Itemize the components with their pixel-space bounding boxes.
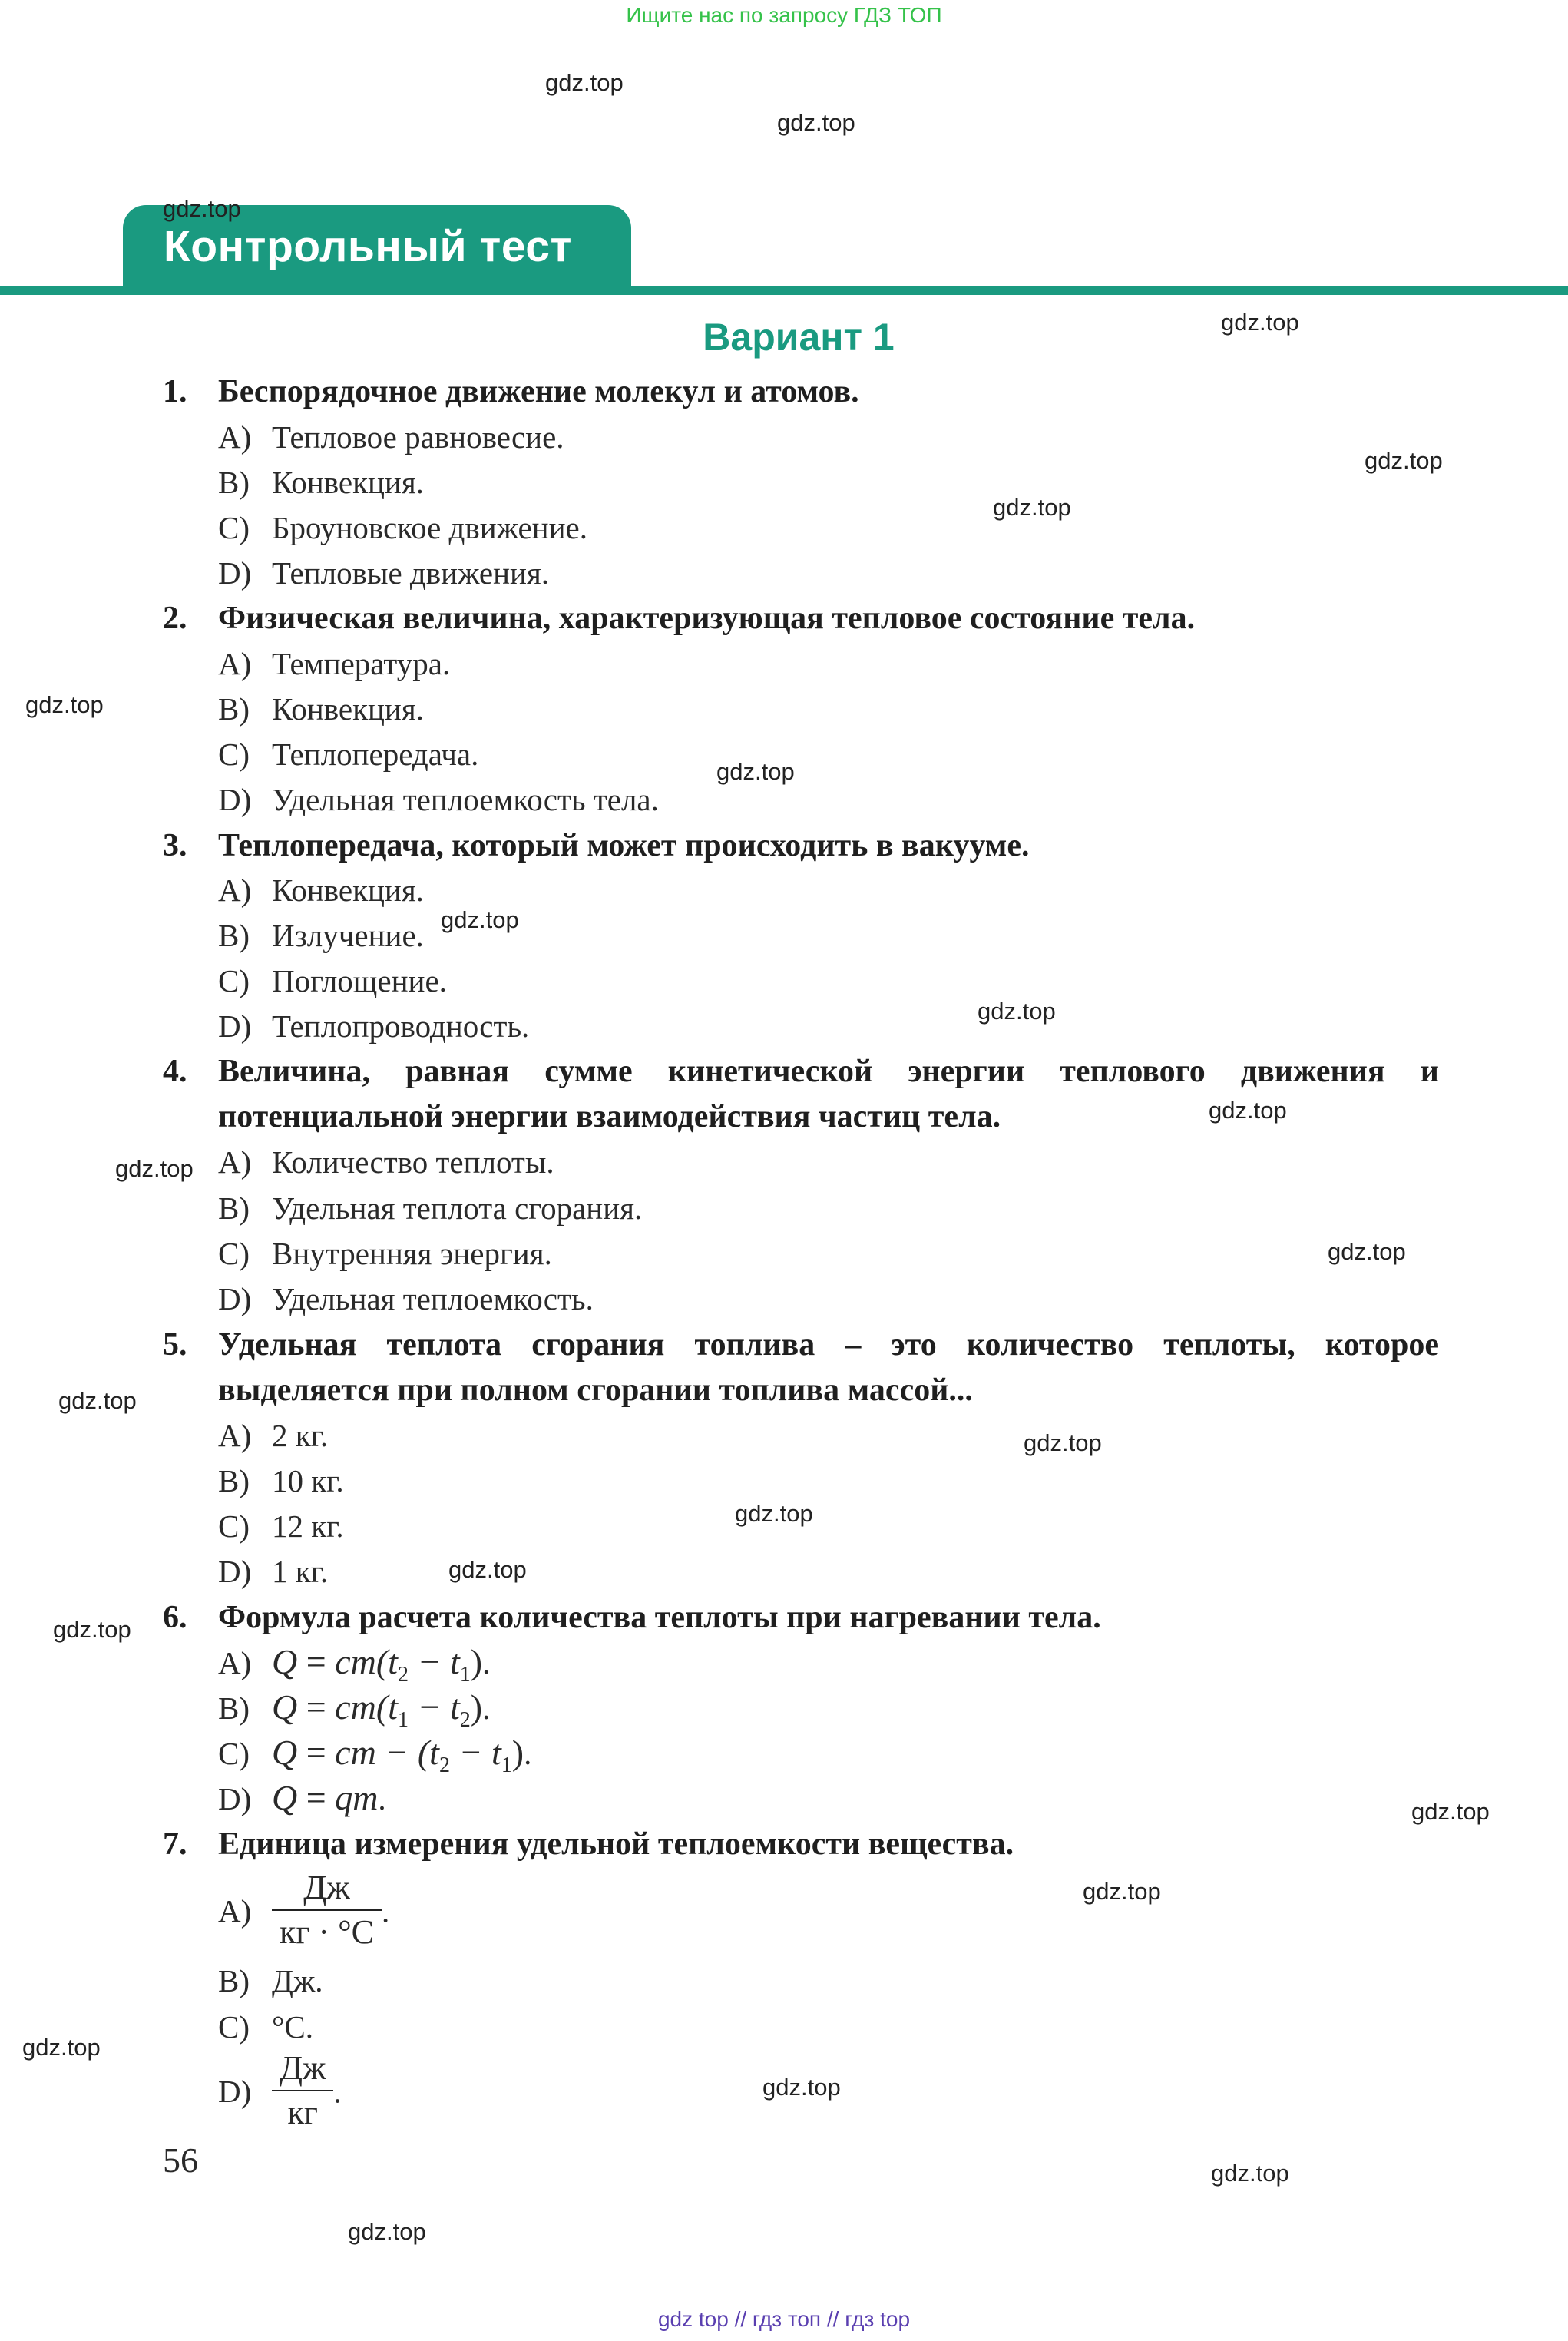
watermark: gdz.top bbox=[1211, 2160, 1289, 2187]
option-4d bbox=[218, 1277, 594, 1320]
question-text: Физическая величина, характеризующая тепловое состояние тела. bbox=[218, 601, 1196, 636]
option-text: Конвекция. bbox=[272, 872, 424, 908]
option-3d bbox=[218, 1005, 529, 1048]
fraction: $\frac{Дж}{кг}$ bbox=[272, 2047, 333, 2134]
option-text: Поглощение. bbox=[272, 963, 447, 998]
watermark: gdz.top bbox=[777, 109, 855, 136]
option-letter: C) bbox=[218, 1236, 250, 1271]
option-text: Теплопередача. bbox=[272, 737, 479, 772]
option-7d: D) $\frac{Дж}{кг}$ . bbox=[218, 2051, 342, 2139]
option-letter: C) bbox=[218, 737, 250, 772]
watermark: gdz.top bbox=[1221, 309, 1299, 336]
option-7a: A) $\frac{Дж}{кг \cdot ^\circ С}$ . bbox=[218, 1871, 389, 1959]
option-text: 12 кг. bbox=[272, 1508, 344, 1544]
watermark: gdz.top bbox=[58, 1387, 137, 1414]
option-letter: C) bbox=[218, 963, 250, 998]
option-letter: B) bbox=[218, 918, 250, 953]
option-letter: C) bbox=[218, 1508, 250, 1544]
watermark: gdz.top bbox=[163, 195, 241, 222]
option-2c bbox=[218, 733, 478, 776]
option-letter: C) bbox=[218, 510, 250, 545]
option-1a bbox=[218, 416, 564, 459]
option-text: Конвекция. bbox=[272, 691, 424, 727]
option-letter: A) bbox=[218, 1144, 252, 1180]
option-letter: D) bbox=[218, 1281, 252, 1316]
option-text: Конвекция. bbox=[272, 465, 424, 500]
option-text: 1 кг. bbox=[272, 1554, 329, 1589]
option-text: Броуновское движение. bbox=[272, 510, 588, 545]
option-letter: D) bbox=[218, 1554, 252, 1589]
option-letter: B) bbox=[218, 1690, 250, 1726]
option-text: Количество теплоты. bbox=[272, 1144, 554, 1180]
option-6a: A) $Q = cm(t_2 - t_1)$. bbox=[218, 1642, 491, 1687]
watermark: gdz.top bbox=[993, 494, 1071, 521]
question-text: Величина, равная сумме кинетической энергии теплового движения и потенциальной энергии взаимодействия частиц тела. bbox=[218, 1054, 1439, 1134]
question-number: 6. bbox=[163, 1600, 187, 1635]
question-text: Единица измерения удельной теплоемкости вещества. bbox=[218, 1826, 1014, 1862]
question-text: Беспорядочное движение молекул и атомов. bbox=[218, 374, 859, 409]
option-letter: A) bbox=[218, 872, 252, 908]
watermark: gdz.top bbox=[115, 1155, 194, 1182]
question-number: 3. bbox=[163, 828, 187, 863]
watermark: gdz.top bbox=[1365, 447, 1443, 474]
option-7b bbox=[218, 1959, 323, 2002]
option-text: Тепловое равновесие. bbox=[272, 419, 564, 455]
question-number: 7. bbox=[163, 1826, 187, 1862]
watermark: gdz.top bbox=[1328, 1238, 1406, 1265]
question-text: Теплопередача, который может происходить в вакууме. bbox=[218, 828, 1030, 863]
watermark: gdz.top bbox=[1024, 1429, 1102, 1456]
page-title: Контрольный тест bbox=[164, 222, 572, 271]
watermark: gdz.top bbox=[545, 69, 624, 96]
formula: Q = qm bbox=[272, 1778, 379, 1817]
option-text: Температура. bbox=[272, 646, 451, 681]
question-text: Удельная теплота сгорания топлива – это количество теплоты, которое выделяется при полном сгорании топлива массой... bbox=[218, 1327, 1439, 1408]
option-6d: D) Q = qm. bbox=[218, 1776, 386, 1820]
footer-links[interactable]: gdz top // гдз топ // гдз top bbox=[657, 2307, 911, 2331]
watermark: gdz.top bbox=[762, 2074, 841, 2101]
formula: $Q = cm(t_2 - t_1)$ bbox=[272, 1642, 483, 1687]
option-letter: D) bbox=[218, 1781, 252, 1816]
watermark: gdz.top bbox=[22, 2034, 101, 2061]
option-letter: A) bbox=[218, 1893, 252, 1929]
option-letter: D) bbox=[218, 1008, 252, 1044]
option-letter: D) bbox=[218, 2074, 252, 2110]
option-3a bbox=[218, 869, 424, 912]
top-banner[interactable]: Ищите нас по запросу ГДЗ ТОП bbox=[626, 3, 942, 27]
option-1d bbox=[218, 551, 549, 594]
watermark: gdz.top bbox=[25, 691, 104, 718]
option-text: 2 кг. bbox=[272, 1418, 329, 1453]
option-4b bbox=[218, 1187, 642, 1230]
fraction: $\frac{Дж}{кг \cdot ^\circ С}$ bbox=[272, 1866, 382, 1954]
option-letter: B) bbox=[218, 1190, 250, 1226]
option-2a bbox=[218, 642, 450, 685]
option-5a bbox=[218, 1414, 328, 1457]
option-6b: B) $Q = cm(t_1 - t_2)$. bbox=[218, 1687, 491, 1733]
formula: $Q = cm(t_1 - t_2)$ bbox=[272, 1687, 483, 1733]
question-number: 5. bbox=[163, 1327, 187, 1363]
option-7c bbox=[218, 2005, 313, 2048]
option-4c bbox=[218, 1232, 552, 1275]
option-letter: D) bbox=[218, 782, 252, 817]
option-letter: D) bbox=[218, 555, 252, 591]
option-text: Удельная теплота сгорания. bbox=[272, 1190, 643, 1226]
option-text: Внутренняя энергия. bbox=[272, 1236, 552, 1271]
watermark: gdz.top bbox=[348, 2218, 426, 2245]
watermark: gdz.top bbox=[1083, 1878, 1161, 1905]
option-letter: C) bbox=[218, 2009, 250, 2045]
option-6c: C) Q = cm − $(t_2 - t_1)$. bbox=[218, 1733, 532, 1778]
option-5b bbox=[218, 1459, 344, 1502]
question-text: Формула расчета количества теплоты при нагревании тела. bbox=[218, 1600, 1101, 1635]
option-letter: B) bbox=[218, 465, 250, 500]
option-text: 10 кг. bbox=[272, 1463, 344, 1498]
option-letter: A) bbox=[218, 1645, 252, 1680]
option-1c bbox=[218, 506, 587, 549]
option-letter: B) bbox=[218, 1963, 250, 1998]
page-number: 56 bbox=[163, 2141, 198, 2180]
option-5c bbox=[218, 1505, 344, 1548]
option-letter: B) bbox=[218, 691, 250, 727]
option-5d bbox=[218, 1550, 328, 1593]
watermark: gdz.top bbox=[53, 1616, 131, 1643]
watermark: gdz.top bbox=[448, 1556, 527, 1583]
question-number: 1. bbox=[163, 374, 187, 409]
option-text: °С. bbox=[272, 2009, 313, 2045]
option-text: Удельная теплоемкость тела. bbox=[272, 782, 659, 817]
option-letter: C) bbox=[218, 1736, 250, 1771]
watermark: gdz.top bbox=[441, 906, 519, 933]
watermark: gdz.top bbox=[978, 998, 1056, 1025]
option-text: Теплопроводность. bbox=[272, 1008, 530, 1044]
option-3b bbox=[218, 914, 424, 957]
question-number: 4. bbox=[163, 1054, 187, 1089]
formula: Q = cm − $(t_2 - t_1)$ bbox=[272, 1733, 524, 1778]
option-text: Дж. bbox=[272, 1963, 323, 1998]
option-4a bbox=[218, 1141, 554, 1184]
question-number: 2. bbox=[163, 601, 187, 636]
option-2b bbox=[218, 687, 424, 730]
option-text: Тепловые движения. bbox=[272, 555, 550, 591]
watermark: gdz.top bbox=[735, 1500, 813, 1527]
option-text: Излучение. bbox=[272, 918, 424, 953]
option-letter: A) bbox=[218, 646, 252, 681]
option-letter: A) bbox=[218, 1418, 252, 1453]
variant-heading: Вариант 1 bbox=[703, 316, 895, 359]
watermark: gdz.top bbox=[1411, 1798, 1490, 1825]
option-1b bbox=[218, 461, 424, 504]
option-letter: B) bbox=[218, 1463, 250, 1498]
watermark: gdz.top bbox=[1209, 1097, 1287, 1124]
option-letter: A) bbox=[218, 419, 252, 455]
option-2d bbox=[218, 778, 659, 821]
option-text: Удельная теплоемкость. bbox=[272, 1281, 594, 1316]
option-3c bbox=[218, 959, 447, 1002]
watermark: gdz.top bbox=[716, 758, 795, 785]
